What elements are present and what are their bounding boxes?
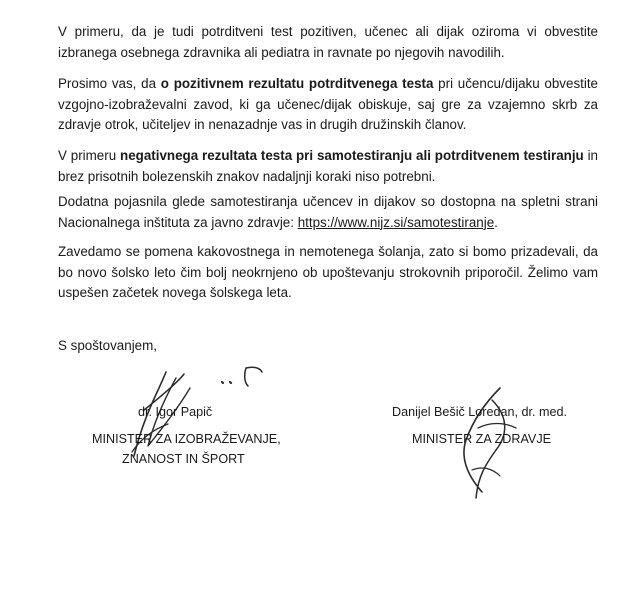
left-signatory-name: dr. Igor Papič bbox=[138, 405, 213, 419]
paragraph-4-end: . bbox=[494, 214, 498, 230]
right-signatory-title-line1: MINISTER ZA ZDRAVJE bbox=[412, 432, 552, 446]
left-signatory-title-line1: MINISTER ZA IZOBRAŽEVANJE, bbox=[92, 432, 281, 446]
paragraph-notify-school bbox=[58, 74, 598, 136]
paragraph-5-text: Zavedamo se pomena kakovostnega in nemotenega šolanja, zato si bomo prizadevali, da bo novo šolsko leto čim bolj neokrnjeno ob upoštevanju strokovnih priporočil. Želimo vam uspešen začetek novega šolskega leta. bbox=[58, 244, 598, 300]
paragraph-negative-result bbox=[58, 146, 598, 187]
paragraph-2-rest: pri učencu/dijaku obvestite vzgojno-izobraževalni zavod, ki ga učenec/dijak obiskuje, saj gre za vzajemno skrb za zdravje otrok, učiteljev in nenazadnje vas in drugih družinskih članov. bbox=[58, 76, 599, 132]
paragraph-3-rest: in brez prisotnih bolezenskih znakov nadaljnji koraki niso potrebni. bbox=[58, 148, 599, 184]
nijz-samotestiranje-link[interactable]: https://www.nijz.si/samotestiranje bbox=[297, 214, 495, 230]
paragraph-3-intro: V primeru bbox=[58, 148, 121, 163]
paragraph-additional-info bbox=[58, 192, 598, 233]
paragraph-3-bold: negativnega rezultata testa pri samotestiranju ali potrditvenem testiranju bbox=[120, 148, 584, 163]
paragraph-2-intro: Prosimo vas, da bbox=[58, 76, 161, 91]
paragraph-positive-confirmation bbox=[58, 22, 598, 63]
paragraph-4-intro: Dodatna pojasnila glede samotestiranja učencev in dijakov so dostopna na spletni strani Nacionalnega inštituta za javno zdravje: bbox=[58, 194, 598, 230]
left-signatory-title-line2: ZNANOST IN ŠPORT bbox=[122, 452, 245, 466]
paragraph-1-text: V primeru, da je tudi potrditveni test pozitiven, učenec ali dijak oziroma vi obvestite izbranega osebnega zdravnika ali pediatra in ravnate po njegovih navodilih. bbox=[58, 24, 598, 60]
right-signatory-name: Danijel Bešič Loredan, dr. med. bbox=[392, 405, 568, 419]
closing-salutation: S spoštovanjem, bbox=[58, 338, 157, 353]
paragraph-closing-wishes bbox=[58, 242, 598, 304]
paragraph-2-bold: o pozitivnem rezultatu potrditvenega testa bbox=[160, 76, 434, 91]
